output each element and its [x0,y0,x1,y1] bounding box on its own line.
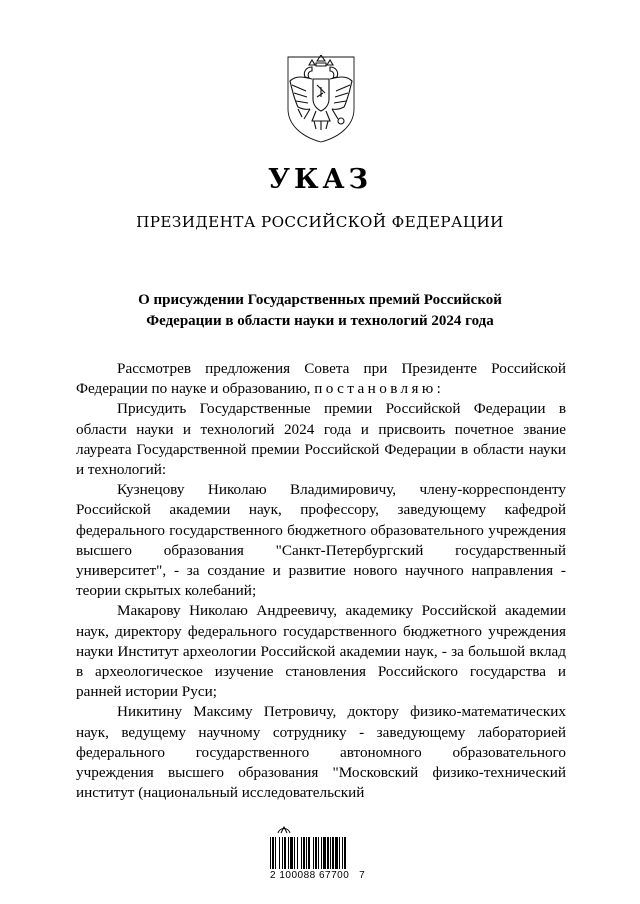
subject-line-1: О присуждении Государственных премий Российской [138,292,502,308]
paragraph-preamble [76,359,566,399]
subject-line-2: Федерации в области науки и технологий 2024 года [146,313,494,329]
barcode-icon [270,837,374,869]
document-barcode [270,825,374,885]
issuer-title: ПРЕЗИДЕНТА РОССИЙСКОЙ ФЕДЕРАЦИИ [136,213,504,231]
preamble-text: Рассмотрев предложения Совета при Президенте Российской Федерации по науке и образованию, [76,360,566,398]
paragraph-award: Присудить Государственные премии Российской Федерации в области науки и технологий 2024 года и присвоить почетное звание лауреата Государственной премии Российской Федерации в области науки и технологий: [76,400,566,479]
double-headed-eagle-emblem-icon [286,55,356,143]
decree-body [76,359,566,803]
paragraph-laureate-kuznetsov: Кузнецову Николаю Владимировичу, члену-корреспонденту Российской академии наук, профессору, заведующему кафедрой федерального государственного бюджетного образовательного учреждения высшего образования "Санкт-Петербургский государственный университет", - за создание и развитие нового научного направления - теории скрытых колебаний; [76,481,566,600]
paragraph-laureate-nikitin: Никитину Максиму Петровичу, доктору физико-математических наук, ведущему научному сотруднику - заведующему лабораторией федерального государственного автономного образовательного учреждения высшего образования "Московский физико-технический институт (национальный исследовательский [76,703,566,802]
document-type-title: УКАЗ [268,164,372,195]
paragraph-laureate-makarov: Макарову Николаю Андреевичу, академику Российской академии наук, директору федерального государственного бюджетного учреждения науки Институт археологии Российской академии наук, - за большой вклад в археологическое изучение становления Российского государства и ранней истории Руси; [76,602,566,701]
decree-subject [110,290,530,332]
barcode-number: 2 100088 67700 7 [270,870,366,881]
emblem-mark-icon [276,825,292,835]
resolution-word: постановляю: [314,380,445,398]
